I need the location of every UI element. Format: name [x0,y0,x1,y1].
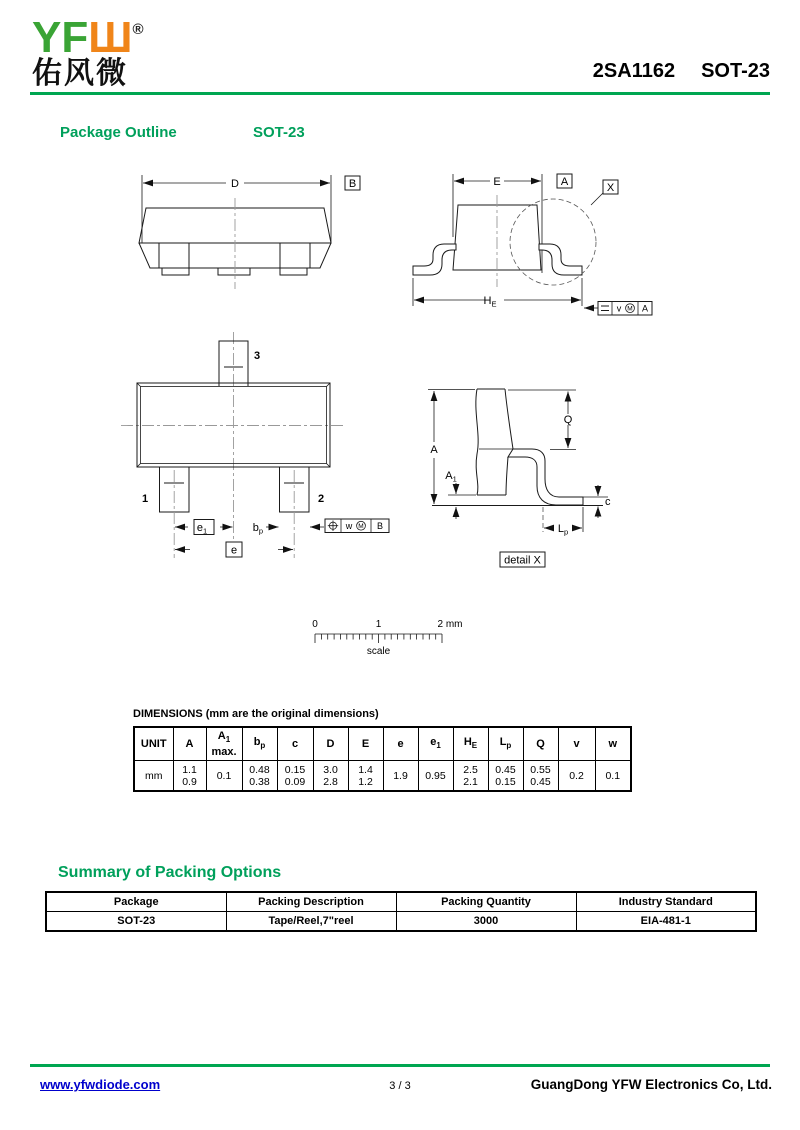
col-D: D [313,727,348,761]
col-E: E [348,727,383,761]
detail-x-body [432,389,603,506]
scale-tick-0: 0 [312,619,318,630]
cell-package: SOT-23 [46,912,226,932]
top-view-dimension-e [175,542,293,557]
cell-A1: 0.1 [206,761,242,792]
dim-label-e1: $e_1$ [196,522,208,536]
pin3-label: 3 [254,350,261,362]
dim-label-D: D [231,178,239,190]
dim-label-A1: $A_1$ [445,470,457,484]
registered-trademark-icon: ® [132,21,144,38]
cell-Q: 0.55 0.45 [523,761,558,792]
cell-packing-quantity: 3000 [396,912,576,932]
col-HE: $H_E$ [453,727,488,761]
dim-label-E: E [493,176,501,188]
dim-label-e: e [230,544,238,557]
dim-label-A: A [430,444,438,456]
cell-e1: 0.95 [418,761,453,792]
page-number: 3 / 3 [389,1080,411,1092]
datum-label-A: A [560,176,569,188]
website-link[interactable]: www.yfwdiode.com [40,1077,161,1092]
side-view-drawing [400,165,680,325]
col-packing-quantity: Packing Quantity [396,892,576,912]
scale-tick-2mm: 2 mm [437,619,463,630]
col-A: A [173,727,206,761]
detail-x-zoom-circle [510,199,596,285]
front-view-dimension-d [142,175,360,243]
svg-text:detail X: detail X [504,554,541,567]
cell-A: 1.1 0.9 [173,761,206,792]
logo-chinese-text: 佑风微 [32,57,128,90]
detail-x-dimension-q [508,390,576,450]
col-packing-description: Packing Description [226,892,396,912]
col-industry-standard: Industry Standard [576,892,756,912]
cell-w: 0.1 [595,761,631,792]
detail-x-ref-label: X [606,182,615,194]
datum-label-B: B [348,178,357,190]
detail-x-caption [500,552,545,567]
dim-label-Lp: $L_p$ [557,523,569,537]
tolerance-value-w: w [345,521,353,531]
svg-text:M: M [358,523,364,531]
cell-packing-description: Tape/Reel,7"reel [226,912,396,932]
top-view-dimension-e1 [175,520,233,536]
detail-x-dimension-a [428,390,475,505]
col-bp: $b_p$ [242,727,277,761]
scale-caption: scale [366,646,391,657]
header-rule [30,92,770,95]
document-title [593,60,770,83]
top-view-drawing [120,330,410,575]
company-logo [32,10,144,90]
logo-yf-text: YF [32,13,89,62]
cell-industry-standard: EIA-481-1 [576,912,756,932]
pin1-label: 1 [141,493,149,505]
dimensions-header-row [134,727,631,761]
detail-x-dimension-lp [543,507,583,537]
tolerance-value-v: v [616,303,622,314]
section-title: Package Outline [60,124,177,141]
detail-x-drawing [420,372,640,572]
col-Lp: $L_p$ [488,727,523,761]
detail-x-dimension-a1 [445,470,476,519]
company-name: GuangDong YFW Electronics Co, Ltd. [530,1077,772,1092]
front-view-drawing [120,165,380,297]
col-Q: Q [523,727,558,761]
cell-unit: mm [134,761,173,792]
scale-tick-1: 1 [375,619,382,630]
footer-rule [30,1064,770,1067]
col-e1: $e_1$ [418,727,453,761]
front-view-body [139,198,331,289]
cell-c: 0.15 0.09 [277,761,313,792]
cell-D: 3.0 2.8 [313,761,348,792]
col-unit: UNIT [134,727,173,761]
cell-E: 1.4 1.2 [348,761,383,792]
packing-header-row [46,892,756,912]
top-view-body [121,332,346,558]
tolerance-datum-B: B [376,521,384,531]
tolerance-datum-A: A [641,303,649,314]
cell-HE: 2.5 2.1 [453,761,488,792]
col-package: Package [46,892,226,912]
col-c: c [277,727,313,761]
part-number: 2SA1162 [592,60,676,82]
pin2-label: 2 [317,493,325,505]
dim-label-Q: Q [563,414,573,426]
svg-text:M: M [627,305,633,313]
dimensions-table-title: DIMENSIONS (mm are the original dimensions) [133,708,379,720]
dim-label-bp: $b_p$ [252,522,263,536]
cell-e: 1.9 [383,761,418,792]
dim-label-HE: $H_E$ [483,295,497,309]
cell-v: 0.2 [558,761,595,792]
detail-x-dimension-c [583,485,611,518]
cell-bp: 0.48 0.38 [242,761,277,792]
col-w: w [595,727,631,761]
side-view-body [413,195,596,287]
logo-w-mark: Ш [88,13,133,62]
col-A1-max: $A_1$ max. [206,727,242,761]
top-view-dimension-bp [253,519,389,536]
tolerance-frame-w [325,519,389,533]
packing-table [45,891,757,932]
scale-bar [300,613,500,663]
col-e: e [383,727,418,761]
package-name: SOT-23 [701,60,770,82]
section-package: SOT-23 [253,124,305,141]
tolerance-frame-v [584,302,652,316]
dim-label-c: c [605,496,611,508]
dimensions-table [133,726,632,792]
packing-section-title: Summary of Packing Options [58,864,282,881]
logo-wordmark [32,10,144,62]
packing-value-row [46,912,756,932]
side-view-dimension-he [413,278,652,315]
dimensions-value-row [134,761,631,792]
col-v: v [558,727,595,761]
cell-Lp: 0.45 0.15 [488,761,523,792]
